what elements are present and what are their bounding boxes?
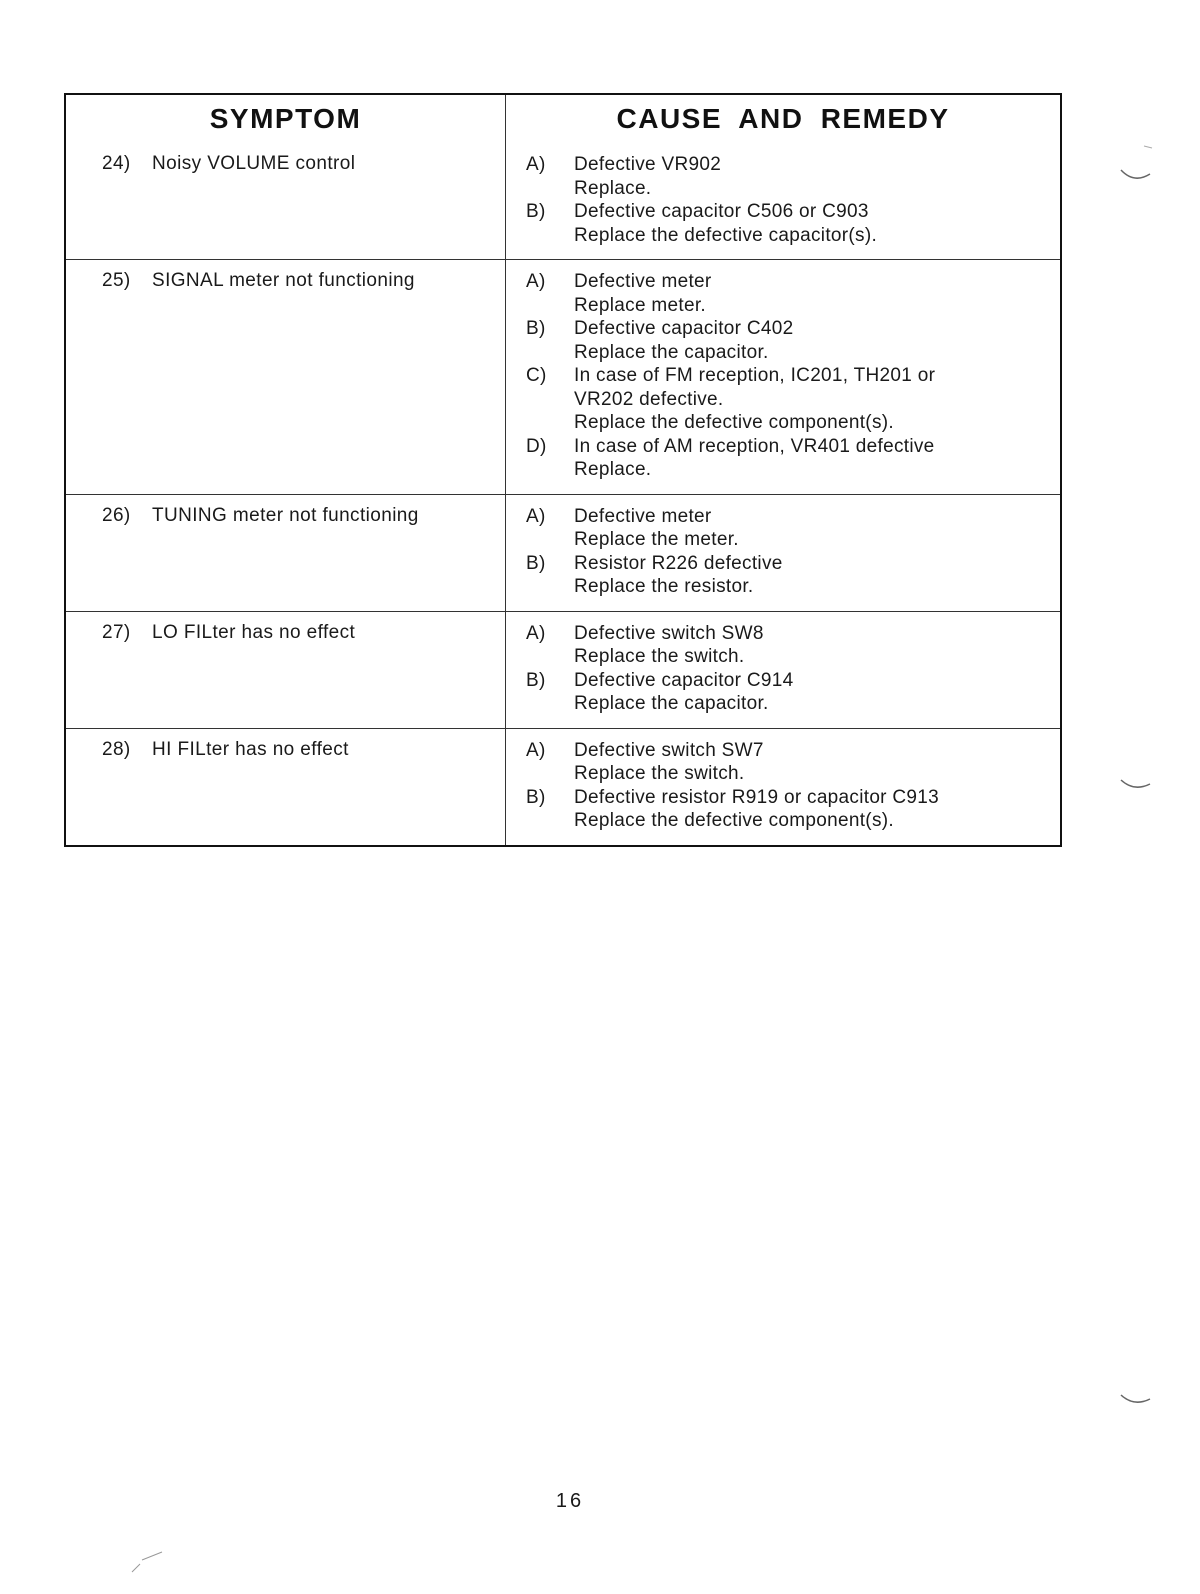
cause-line: Defective VR902 bbox=[574, 154, 722, 175]
symptom-cell bbox=[66, 260, 506, 494]
cause-letter: A) bbox=[526, 154, 546, 175]
symptom-text: TUNING meter not functioning bbox=[152, 504, 419, 526]
table-row bbox=[66, 494, 1060, 611]
cause-line: Defective switch SW7 bbox=[574, 739, 764, 761]
cause-line: Defective capacitor C914 bbox=[574, 669, 794, 691]
symptom-number: 24) bbox=[102, 153, 131, 174]
cause-item bbox=[526, 200, 1050, 247]
cause-letter: A) bbox=[526, 622, 546, 644]
troubleshooting-table bbox=[64, 93, 1062, 847]
cause-text bbox=[574, 200, 1050, 247]
cause-line: Replace. bbox=[574, 459, 652, 480]
cause-line: Defective capacitor C506 or C903 bbox=[574, 201, 869, 222]
cause-line: Replace the capacitor. bbox=[574, 693, 769, 714]
cause-letter: A) bbox=[526, 505, 546, 527]
cause-line: Defective resistor R919 or capacitor C913 bbox=[574, 786, 940, 808]
symptom-cell bbox=[66, 143, 506, 259]
cause-letter: B) bbox=[526, 669, 546, 691]
cause-item bbox=[526, 786, 1050, 833]
cause-remedy-header bbox=[506, 95, 1060, 143]
binder-hole-mark-icon bbox=[1118, 1385, 1158, 1415]
cause-letter: B) bbox=[526, 552, 546, 574]
cause-item bbox=[526, 739, 1050, 786]
symptom-number: 27) bbox=[102, 621, 131, 643]
cause-text bbox=[574, 435, 1050, 482]
cause-cell bbox=[506, 143, 1060, 259]
cause-line: Replace the defective component(s). bbox=[574, 412, 894, 433]
cause-cell bbox=[506, 612, 1060, 728]
cause-text bbox=[574, 270, 1050, 317]
cause-remedy-header-text: CAUSE AND REMEDY bbox=[616, 103, 950, 134]
symptom-text: SIGNAL meter not functioning bbox=[152, 270, 415, 291]
cause-line: Defective capacitor C402 bbox=[574, 318, 794, 339]
page-number: 16 bbox=[555, 1490, 585, 1512]
cause-cell bbox=[506, 729, 1060, 845]
cause-line: VR202 defective. bbox=[574, 388, 724, 410]
cause-line: Replace the resistor. bbox=[574, 576, 754, 597]
cause-item bbox=[526, 669, 1050, 716]
table-row bbox=[66, 611, 1060, 728]
cause-line: Replace. bbox=[574, 177, 652, 199]
symptom-number: 28) bbox=[102, 738, 131, 760]
cause-item bbox=[526, 435, 1050, 482]
symptom-text: Noisy VOLUME control bbox=[152, 153, 356, 174]
cause-letter: B) bbox=[526, 318, 546, 339]
symptom-cell bbox=[66, 495, 506, 611]
cause-cell bbox=[506, 495, 1060, 611]
table-row bbox=[66, 259, 1060, 494]
table-row bbox=[66, 728, 1060, 845]
cause-text bbox=[574, 153, 1050, 200]
cause-letter: A) bbox=[526, 271, 546, 292]
cause-line: Resistor R226 defective bbox=[574, 552, 783, 574]
cause-line: Replace meter. bbox=[574, 294, 706, 316]
symptom-number: 26) bbox=[102, 504, 131, 526]
cause-text bbox=[574, 505, 1050, 552]
cause-text bbox=[574, 364, 1050, 435]
cause-line: Defective meter bbox=[574, 271, 712, 292]
cause-line: Defective meter bbox=[574, 505, 712, 527]
cause-cell bbox=[506, 260, 1060, 494]
binder-hole-mark-icon bbox=[1118, 770, 1158, 800]
cause-letter: A) bbox=[526, 739, 546, 761]
cause-item bbox=[526, 505, 1050, 552]
cause-line: Defective switch SW8 bbox=[574, 622, 764, 644]
cause-line: In case of AM reception, VR401 defective bbox=[574, 435, 935, 457]
table-header-row bbox=[66, 95, 1060, 143]
cause-text bbox=[574, 317, 1050, 364]
symptom-text: HI FILter has no effect bbox=[152, 738, 349, 760]
cause-item bbox=[526, 153, 1050, 200]
cause-letter: B) bbox=[526, 201, 546, 222]
cause-line: In case of FM reception, IC201, TH201 or bbox=[574, 365, 936, 386]
cause-item bbox=[526, 552, 1050, 599]
cause-text bbox=[574, 669, 1050, 716]
cause-line: Replace the switch. bbox=[574, 763, 745, 784]
cause-item bbox=[526, 270, 1050, 317]
cause-text bbox=[574, 786, 1050, 833]
binder-hole-mark-icon bbox=[1118, 140, 1158, 190]
cause-letter: B) bbox=[526, 786, 546, 808]
symptom-number: 25) bbox=[102, 270, 131, 291]
table-body bbox=[66, 143, 1060, 845]
cause-letter: D) bbox=[526, 435, 547, 457]
cause-item bbox=[526, 317, 1050, 364]
cause-text bbox=[574, 739, 1050, 786]
cause-line: Replace the capacitor. bbox=[574, 341, 769, 363]
cause-line: Replace the switch. bbox=[574, 646, 745, 667]
cause-line: Replace the defective component(s). bbox=[574, 810, 894, 831]
cause-item bbox=[526, 622, 1050, 669]
cause-text bbox=[574, 622, 1050, 669]
symptom-header: SYMPTOM bbox=[66, 95, 506, 143]
table-row bbox=[66, 143, 1060, 259]
symptom-text: LO FILter has no effect bbox=[152, 621, 356, 643]
cause-line: Replace the meter. bbox=[574, 529, 739, 550]
cause-item bbox=[526, 364, 1050, 435]
scan-mark-icon bbox=[128, 1540, 168, 1580]
symptom-cell bbox=[66, 729, 506, 845]
cause-letter: C) bbox=[526, 365, 547, 386]
cause-text bbox=[574, 552, 1050, 599]
symptom-cell bbox=[66, 612, 506, 728]
cause-line: Replace the defective capacitor(s). bbox=[574, 224, 878, 246]
